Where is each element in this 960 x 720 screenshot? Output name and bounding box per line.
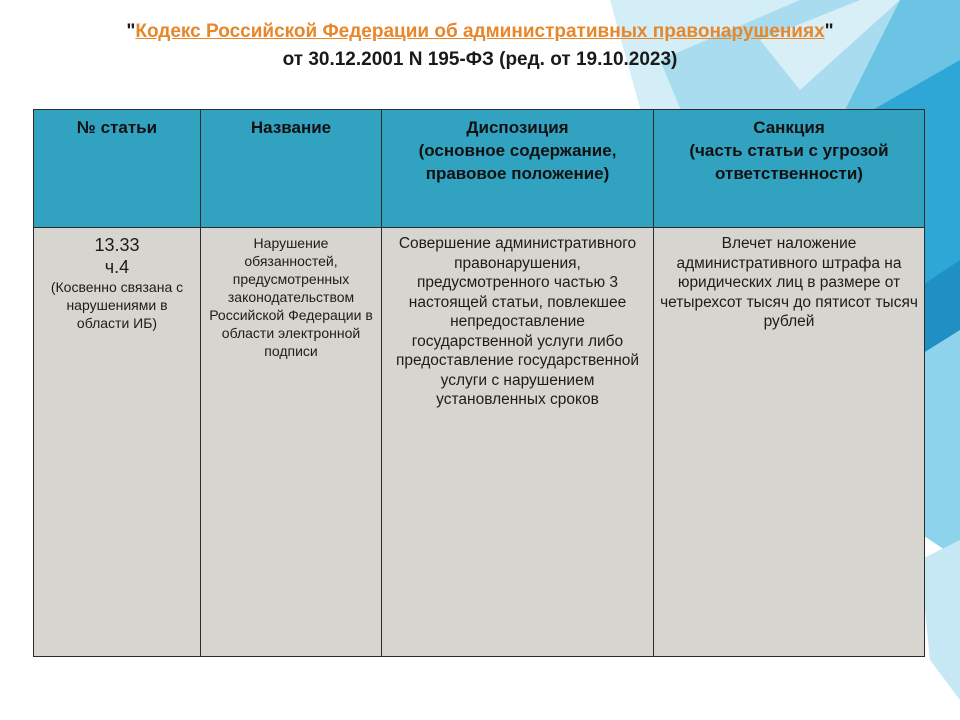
header-name: Название <box>201 110 382 228</box>
title-subtitle: от 30.12.2001 N 195-ФЗ (ред. от 19.10.2023) <box>282 49 678 70</box>
header-disposition: Диспозиция (основное содержание, правовое положение) <box>382 110 654 228</box>
title-line-1 <box>0 18 960 46</box>
legal-table <box>33 109 925 657</box>
cell-article <box>34 228 201 657</box>
article-part: ч.4 <box>104 257 130 277</box>
table-row <box>34 228 925 657</box>
cell-disposition: Совершение административного правонарушения, предусмотренного частью 3 настоящей статьи, повлекшее непредоставление государственной услуги либо предоставление государственной услуги с нарушением установленных сроков <box>382 228 654 657</box>
cell-name: Нарушение обязанностей, предусмотренных законодательством Российской Федерации в области электронной подписи <box>201 228 382 657</box>
cell-sanction: Влечет наложение административного штрафа на юридических лиц в размере от четырехсот тысяч до пятисот тысяч рублей <box>654 228 925 657</box>
codex-title-link[interactable]: Кодекс Российской Федерации об административных правонарушениях <box>135 21 825 42</box>
quote-open: " <box>126 21 136 42</box>
article-note: (Косвенно связана с нарушениями в области ИБ) <box>50 279 184 331</box>
quote-close: " <box>824 21 834 42</box>
table-header-row <box>34 110 925 228</box>
article-number: 13.33 <box>94 235 140 255</box>
header-article-number: № статьи <box>34 110 201 228</box>
header-sanction: Санкция (часть статьи с угрозой ответственности) <box>654 110 925 228</box>
slide-title <box>0 18 960 74</box>
